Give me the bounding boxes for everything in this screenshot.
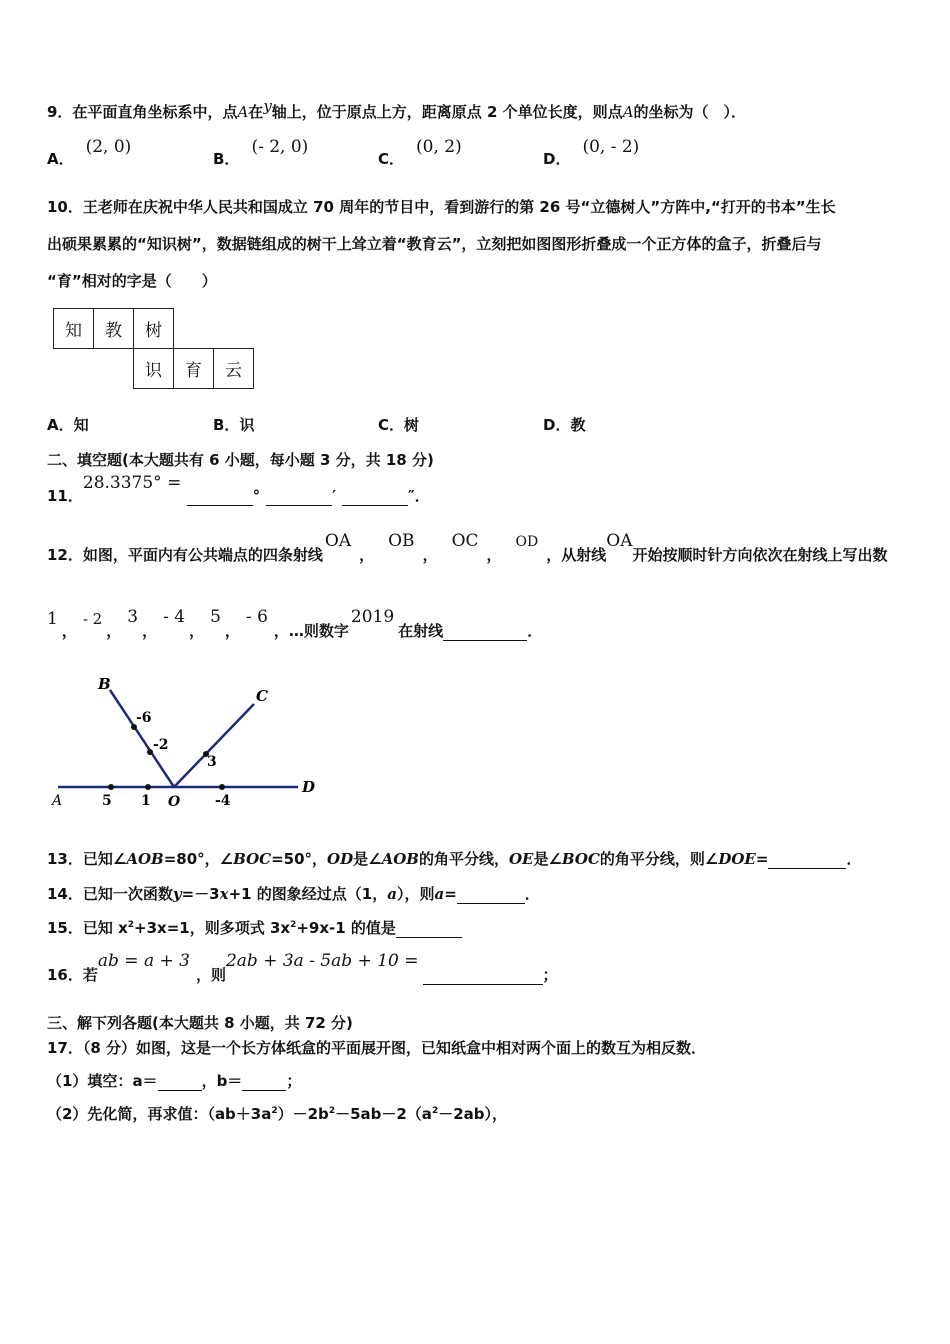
- var-boc: BOC: [561, 850, 600, 868]
- q9-text: 在: [248, 103, 264, 121]
- var-boc: BOC: [233, 850, 272, 868]
- q12-line2: 1，- 2，3，- 4，5，- 6，…则数字2019在射线 ．: [47, 607, 543, 640]
- exponent: 2: [271, 1106, 278, 1116]
- var-doe: DOE: [718, 850, 756, 868]
- q14-text: ），则: [396, 885, 435, 903]
- num-minus6: -6: [136, 710, 152, 726]
- q15: [47, 917, 462, 938]
- q12-answer-blank[interactable]: [443, 625, 527, 641]
- net-cell: 知: [54, 309, 94, 349]
- q12-text: ，…则数字: [273, 622, 349, 640]
- q17-text: ）－2b: [277, 1105, 329, 1123]
- q15-text: +3x=1，则多项式 3x: [134, 919, 291, 937]
- q17-text: （2）先化简，再求值：（ab＋3a: [47, 1105, 272, 1123]
- seq-item: 1: [47, 609, 58, 629]
- section3-heading: 三、解下列各题(本大题共 8 小题，共 72 分): [47, 1014, 353, 1032]
- degree-mark: °: [252, 487, 261, 505]
- q13-text: 13．已知∠: [47, 850, 127, 868]
- q16-text: 16．若: [47, 966, 98, 984]
- option-label: D．: [543, 416, 571, 434]
- num-minus2: -2: [153, 737, 169, 753]
- q17-line1: 17．（8 分）如图，这是一个长方体纸盒的平面展开图，已知纸盒中相对两个面上的数互为相反数．: [47, 1039, 707, 1057]
- option-value: (2, 0): [85, 137, 132, 157]
- q9-option-c[interactable]: [378, 136, 462, 168]
- q13-text: ．: [846, 850, 862, 868]
- q11-degree-blank[interactable]: [187, 490, 253, 506]
- net-cell: 云: [214, 349, 254, 389]
- var-aob: AOB: [381, 850, 419, 868]
- q16-text: ，则: [195, 966, 226, 984]
- q10-option-b[interactable]: [213, 414, 254, 435]
- q15-text: 15．已知 x: [47, 919, 128, 937]
- q13-text: =50°，: [271, 850, 328, 868]
- q11-minute-blank[interactable]: [266, 490, 332, 506]
- net-empty: [174, 309, 214, 349]
- num-5: 5: [102, 793, 112, 809]
- q9-stem: [47, 97, 747, 122]
- q15-text: +9x-1 的值是: [296, 919, 396, 937]
- option-label: B．: [213, 150, 240, 168]
- label-A: A: [52, 793, 63, 809]
- q9-option-d[interactable]: [543, 136, 640, 168]
- q16-text: ；: [542, 966, 558, 984]
- q17-part1: [47, 1070, 301, 1091]
- q16: [47, 950, 558, 984]
- seq-item: 5: [210, 607, 221, 627]
- option-label: C．: [378, 150, 405, 168]
- option-label: B．: [213, 416, 240, 434]
- q16-answer-blank[interactable]: [423, 969, 543, 985]
- seq-item: - 6: [245, 607, 268, 627]
- q12-line1: 12．如图，平面内有公共端点的四条射线OA，OB，OC，OD，从射线OA开始按顺时针方向依次在射线上写出数: [47, 531, 888, 564]
- q12-text: ．: [527, 622, 543, 640]
- option-value: (- 2, 0): [251, 137, 309, 157]
- q14-answer-blank[interactable]: [457, 888, 525, 904]
- var-A: A: [622, 103, 634, 121]
- exponent: 2: [127, 920, 135, 930]
- ray-ob: OB: [388, 531, 415, 551]
- var-x: x: [219, 885, 229, 903]
- q15-answer-blank[interactable]: [396, 922, 462, 938]
- q11: [47, 472, 430, 505]
- q17-text: －5ab－2（a: [335, 1105, 432, 1123]
- net-empty: [54, 349, 94, 389]
- label-D: D: [302, 778, 316, 796]
- q13-answer-blank[interactable]: [768, 853, 846, 869]
- option-value: (0, 2): [416, 137, 462, 157]
- q9-text: 的坐标为（ ）．: [633, 103, 747, 121]
- ray-oa: OA: [606, 531, 633, 551]
- q11-expression: 28.3375° =: [82, 473, 182, 493]
- second-mark: ″．: [408, 487, 430, 505]
- net-empty: [214, 309, 254, 349]
- q9-option-a[interactable]: [47, 136, 132, 168]
- q14-text: +1 的图象经过点（1，: [228, 885, 388, 903]
- ray-oc-line: [174, 704, 254, 787]
- var-aob: AOB: [126, 850, 164, 868]
- q12-text: 12．如图，平面内有公共端点的四条射线: [47, 546, 323, 564]
- option-label: C．: [378, 416, 405, 434]
- q9-text: 轴上，位于原点上方，距离原点 2 个单位长度，则点: [271, 103, 623, 121]
- seq-item: - 4: [163, 607, 186, 627]
- q13-text: 的角平分线，: [418, 850, 509, 868]
- point-5: [108, 784, 114, 790]
- num-3: 3: [207, 754, 217, 770]
- point-minus4: [219, 784, 225, 790]
- q17-b-blank[interactable]: [242, 1075, 286, 1091]
- q12-text: 在射线: [398, 622, 444, 640]
- q10-option-a[interactable]: [47, 414, 89, 435]
- q12-text: 开始按顺时针方向依次在射线上写出数: [632, 546, 888, 564]
- option-value: 识: [239, 416, 255, 434]
- q13-text: 是∠: [353, 850, 382, 868]
- q10-option-d[interactable]: [543, 414, 585, 435]
- target-number: 2019: [350, 607, 395, 627]
- q17-part2: [47, 1103, 507, 1124]
- option-value: 树: [404, 416, 420, 434]
- q13-text: 是∠: [533, 850, 562, 868]
- var-oe: OE: [508, 850, 534, 868]
- num-1: 1: [141, 793, 151, 809]
- net-cell: 育: [174, 349, 214, 389]
- rays-figure: [40, 670, 340, 820]
- ray-oa: OA: [324, 531, 352, 551]
- seq-item: 3: [127, 607, 139, 627]
- net-cell: 教: [94, 309, 134, 349]
- point-1: [145, 784, 151, 790]
- var-A: A: [237, 103, 249, 121]
- label-O: O: [168, 794, 181, 810]
- option-value: 知: [73, 416, 89, 434]
- cube-net: [53, 308, 254, 389]
- q17-text: －2ab），: [438, 1105, 507, 1123]
- q13-text: =80°，∠: [163, 850, 234, 868]
- q17-text: （1）填空：a＝: [47, 1072, 158, 1090]
- q9-option-b[interactable]: [213, 136, 309, 168]
- q14-text: =: [444, 885, 457, 903]
- q16-condition: ab = a + 3: [97, 951, 190, 971]
- var-y: y: [263, 97, 272, 115]
- q13-text: =: [755, 850, 769, 868]
- net-cell: 识: [134, 349, 174, 389]
- seq-item: - 2: [82, 610, 103, 628]
- num-minus4: -4: [215, 793, 231, 809]
- var-y: y: [172, 885, 182, 903]
- q17-text: ，b＝: [201, 1072, 243, 1090]
- exponent: 2: [328, 1106, 336, 1116]
- var-a: a: [434, 885, 445, 903]
- q13: [47, 848, 861, 869]
- net-empty: [94, 349, 134, 389]
- option-value: 教: [570, 416, 586, 434]
- var-a: a: [387, 885, 397, 903]
- q9-text: 9．在平面直角坐标系中，点: [47, 103, 238, 121]
- q17-text: ；: [286, 1072, 302, 1090]
- q17-a-blank[interactable]: [158, 1075, 202, 1091]
- q10-line3: “育”相对的字是（ ）: [47, 272, 217, 290]
- var-od: OD: [327, 850, 354, 868]
- exponent: 2: [431, 1106, 439, 1116]
- q10-line1: 10．王老师在庆祝中华人民共和国成立 70 周年的节目中，看到游行的第 26 号“立德树人”方阵中,“打开的书本”生长: [47, 198, 836, 216]
- label-B: B: [98, 675, 111, 693]
- q14-text: 14．已知一次函数: [47, 885, 173, 903]
- q12-text: ，从射线: [546, 546, 607, 564]
- net-cell: 树: [134, 309, 174, 349]
- minute-mark: ′: [332, 487, 337, 505]
- option-label: A．: [47, 150, 74, 168]
- label-C: C: [256, 687, 268, 705]
- q14: [47, 883, 540, 904]
- q11-second-blank[interactable]: [342, 490, 408, 506]
- q10-option-c[interactable]: [378, 414, 419, 435]
- q11-number: 11．: [47, 487, 83, 505]
- q13-text: 的角平分线，则∠: [599, 850, 719, 868]
- option-label: A．: [47, 416, 74, 434]
- q10-line2: 出硕果累累的“知识树”，数据链组成的树干上耸立着“教育云”，立刻把如图图形折叠成一个正方体的盒子，折叠后与: [47, 235, 822, 253]
- q14-text: =－3: [181, 885, 220, 903]
- option-label: D．: [543, 150, 571, 168]
- q14-text: ．: [524, 885, 540, 903]
- section2-heading: 二、填空题(本大题共有 6 小题，每小题 3 分，共 18 分): [47, 451, 434, 469]
- ray-od: OD: [515, 534, 539, 550]
- ray-oc: OC: [451, 531, 479, 551]
- q16-expression: 2ab + 3a - 5ab + 10 =: [225, 951, 419, 971]
- exponent: 2: [290, 920, 297, 930]
- option-value: (0, - 2): [582, 137, 640, 157]
